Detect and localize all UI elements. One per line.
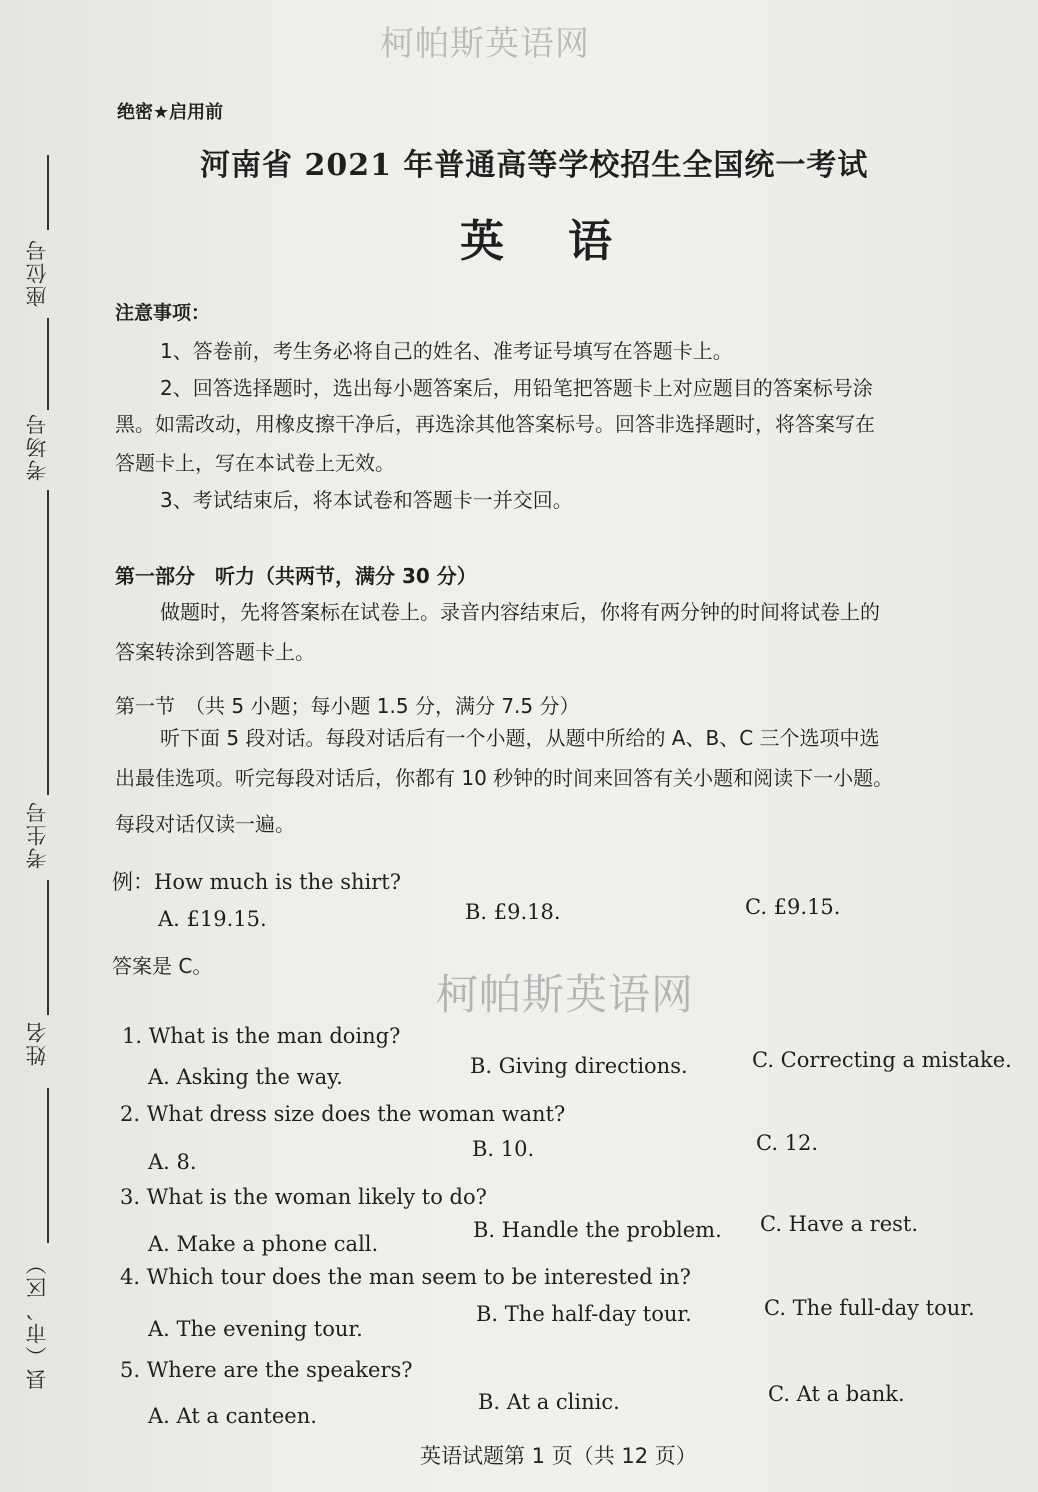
question-2-option-c: C. 12. (756, 1131, 819, 1155)
question-5-option-b: B. At a clinic. (478, 1390, 620, 1414)
margin-line (47, 880, 49, 1015)
part-1-intro-line-1: 做题时，先将答案标在试卷上。录音内容结束后，你将有两分钟的时间将试卷上的 (160, 600, 880, 624)
question-4-option-c: C. The full-day tour. (764, 1296, 975, 1320)
subject-title: 英语 (460, 216, 676, 267)
question-1-option-b: B. Giving directions. (470, 1054, 688, 1078)
section-1-line-2: 出最佳选项。听完每段对话后，你都有 10 秒钟的时间来回答有关小题和阅读下一小题。 (115, 766, 894, 790)
page-footer: 英语试题第 1 页（共 12 页） (420, 1444, 697, 1468)
margin-line (47, 318, 49, 410)
question-2-option-b: B. 10. (472, 1137, 535, 1161)
question-1: 1. What is the man doing? (122, 1024, 401, 1048)
notice-heading: 注意事项： (115, 302, 211, 324)
section-1-line-1: 听下面 5 段对话。每段对话后有一个小题，从题中所给的 A、B、C 三个选项中选 (160, 726, 880, 750)
question-4-option-b: B. The half-day tour. (476, 1302, 692, 1326)
exam-room-label: 考场号 (25, 412, 49, 481)
example-question: 例：How much is the shirt? (112, 870, 401, 894)
question-2: 2. What dress size does the woman want? (120, 1102, 566, 1126)
confidential-mark: 绝密★启用前 (117, 102, 224, 123)
notice-item-1: 1、答卷前，考生务必将自己的姓名、准考证号填写在答题卡上。 (160, 339, 733, 363)
watermark-top: 柯帕斯英语网 (380, 24, 590, 64)
question-5-option-c: C. At a bank. (768, 1382, 905, 1406)
question-3-option-c: C. Have a rest. (760, 1212, 919, 1236)
county-label: 县（市、区） (25, 1252, 49, 1390)
question-3-option-b: B. Handle the problem. (473, 1218, 722, 1242)
question-4-option-a: A. The evening tour. (148, 1317, 363, 1341)
student-number-label: 考生号 (25, 800, 49, 869)
seat-number-label: 座位号 (25, 238, 49, 307)
example-option-c: C. £9.15. (745, 895, 841, 919)
watermark-middle: 柯帕斯英语网 (436, 970, 695, 1019)
question-5-option-a: A. At a canteen. (148, 1404, 317, 1428)
question-5: 5. Where are the speakers? (120, 1358, 413, 1382)
notice-item-2-line-1: 2、回答选择题时，选出每小题答案后，用铅笔把答题卡上对应题目的答案标号涂 (160, 376, 873, 400)
question-3-option-a: A. Make a phone call. (148, 1232, 379, 1256)
question-1-option-a: A. Asking the way. (148, 1065, 343, 1089)
example-answer: 答案是 C。 (112, 954, 213, 978)
notice-item-3: 3、考试结束后，将本试卷和答题卡一并交回。 (160, 488, 573, 512)
margin-line (47, 155, 49, 230)
margin-line (47, 1088, 49, 1243)
margin-line (47, 490, 49, 795)
question-2-option-a: A. 8. (148, 1150, 197, 1174)
question-3: 3. What is the woman likely to do? (120, 1185, 487, 1209)
section-1-heading: 第一节 （共 5 小题；每小题 1.5 分，满分 7.5 分） (115, 694, 580, 718)
notice-item-2-line-3: 答题卡上，写在本试卷上无效。 (115, 451, 395, 475)
question-1-option-c: C. Correcting a mistake. (752, 1048, 1012, 1072)
notice-item-2-line-2: 黑。如需改动，用橡皮擦干净后，再选涂其他答案标号。回答非选择题时，将答案写在 (115, 412, 875, 436)
question-4: 4. Which tour does the man seem to be interested in? (120, 1265, 691, 1289)
name-label: 姓名 (25, 1020, 49, 1066)
example-option-b: B. £9.18. (465, 900, 561, 924)
part-1-heading: 第一部分 听力（共两节，满分 30 分） (115, 564, 477, 588)
example-option-a: A. £19.15. (158, 907, 267, 931)
part-1-intro-line-2: 答案转涂到答题卡上。 (115, 640, 315, 664)
section-1-line-3: 每段对话仅读一遍。 (115, 812, 295, 836)
exam-title: 河南省 2021 年普通高等学校招生全国统一考试 (200, 148, 869, 183)
